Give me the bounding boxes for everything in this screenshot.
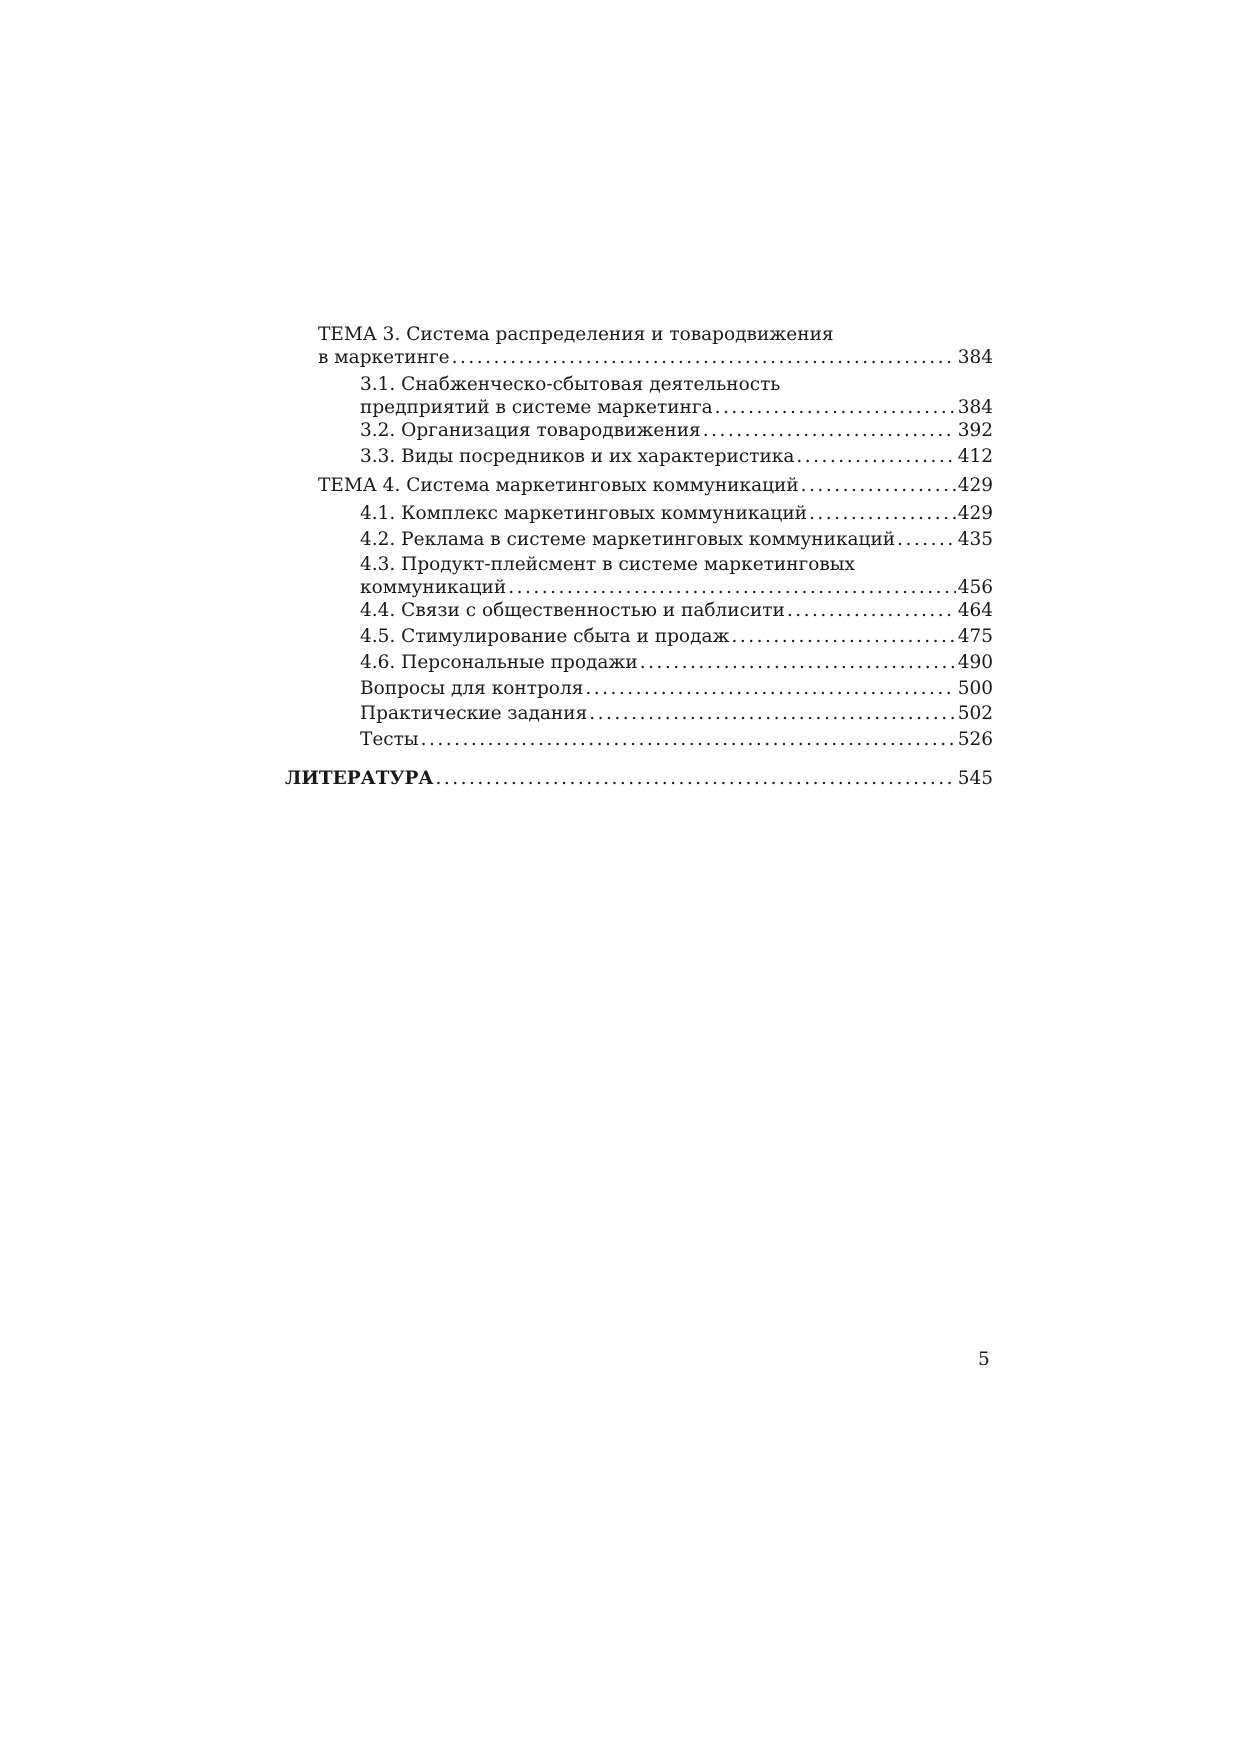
toc-entry-title-line2: коммуникаций bbox=[360, 577, 507, 598]
toc-entry-4-1[interactable] bbox=[360, 502, 993, 525]
toc-page-number: 475 bbox=[957, 626, 993, 647]
toc-entry-title: 4.5. Стимулирование сбыта и продаж bbox=[360, 626, 730, 647]
toc-page-number: 490 bbox=[957, 652, 993, 673]
toc-entry-title: ТЕМА 4. Система маркетинговых коммуникаций bbox=[318, 475, 799, 496]
toc-page-number: 526 bbox=[957, 729, 993, 750]
toc-entry-title: Вопросы для контроля bbox=[360, 678, 584, 699]
toc-entry-title: ЛИТЕРАТУРА bbox=[285, 768, 434, 789]
toc-entry-practice[interactable] bbox=[360, 702, 993, 725]
dot-leader bbox=[421, 728, 956, 751]
toc-page-number: 429 bbox=[957, 503, 993, 524]
toc-page-number: 384 bbox=[957, 347, 993, 368]
toc-entry-title-line1: ТЕМА 3. Система распределения и товародвижения bbox=[318, 324, 834, 345]
toc-page-number: 412 bbox=[957, 446, 993, 467]
page-number: 5 bbox=[978, 1349, 990, 1370]
toc-page-number: 456 bbox=[957, 577, 993, 598]
toc-entry-3-2[interactable] bbox=[360, 419, 993, 442]
toc-entry-4-4[interactable] bbox=[360, 599, 993, 622]
toc-entry-4-6[interactable] bbox=[360, 651, 993, 674]
toc-page-number: 392 bbox=[957, 420, 993, 441]
toc-entry-title-line2: в маркетинге bbox=[318, 347, 450, 368]
toc-entry-title: Практические задания bbox=[360, 703, 588, 724]
toc-page-number: 384 bbox=[957, 397, 993, 418]
toc-page-number: 429 bbox=[957, 475, 993, 496]
toc-entry-tests[interactable] bbox=[360, 728, 993, 751]
toc-page-number: 545 bbox=[957, 768, 993, 789]
toc-entry-3-3[interactable] bbox=[360, 445, 993, 468]
toc-entry-title: 3.2. Организация товародвижения bbox=[360, 420, 701, 441]
toc-entry-title: 4.2. Реклама в системе маркетинговых коммуникаций bbox=[360, 529, 896, 550]
toc-entry-title-line1: 3.1. Снабженческо-сбытовая деятельность bbox=[360, 374, 781, 395]
dot-leader bbox=[715, 396, 956, 419]
dot-leader bbox=[732, 625, 956, 648]
toc-entry-3-1[interactable] bbox=[360, 373, 993, 419]
toc-entry-4-5[interactable] bbox=[360, 625, 993, 648]
dot-leader bbox=[801, 474, 956, 497]
toc-page-number: 500 bbox=[957, 678, 993, 699]
dot-leader bbox=[508, 576, 956, 599]
dot-leader bbox=[796, 445, 955, 468]
dot-leader bbox=[809, 502, 956, 525]
toc-entry-title-line1: 4.3. Продукт-плейсмент в системе маркетинговых bbox=[360, 554, 855, 575]
toc-page-number: 435 bbox=[957, 529, 993, 550]
toc-entry-4-3[interactable] bbox=[360, 553, 993, 599]
dot-leader bbox=[452, 346, 956, 369]
toc-entry-title: 3.3. Виды посредников и их характеристика bbox=[360, 446, 795, 467]
dot-leader bbox=[703, 419, 956, 442]
dot-leader bbox=[640, 651, 956, 674]
dot-leader bbox=[787, 599, 956, 622]
toc-entry-title: Тесты bbox=[360, 729, 419, 750]
dot-leader bbox=[585, 677, 955, 700]
toc-entry-tema-3[interactable] bbox=[318, 323, 993, 369]
toc-entry-questions[interactable] bbox=[360, 677, 993, 700]
toc-entry-title-line2: предприятий в системе маркетинга bbox=[360, 397, 713, 418]
dot-leader bbox=[897, 528, 956, 551]
toc-entry-tema-4[interactable] bbox=[318, 474, 993, 497]
toc-page-number: 502 bbox=[957, 703, 993, 724]
toc-entry-literature[interactable] bbox=[285, 767, 993, 790]
toc-page-number: 464 bbox=[957, 600, 993, 621]
dot-leader bbox=[589, 702, 955, 725]
toc-entry-title: 4.4. Связи с общественностью и паблисити bbox=[360, 600, 785, 621]
toc-entry-4-2[interactable] bbox=[360, 528, 993, 551]
toc-entry-title: 4.6. Персональные продажи bbox=[360, 652, 638, 673]
dot-leader bbox=[435, 767, 955, 790]
toc-entry-title: 4.1. Комплекс маркетинговых коммуникаций bbox=[360, 503, 807, 524]
